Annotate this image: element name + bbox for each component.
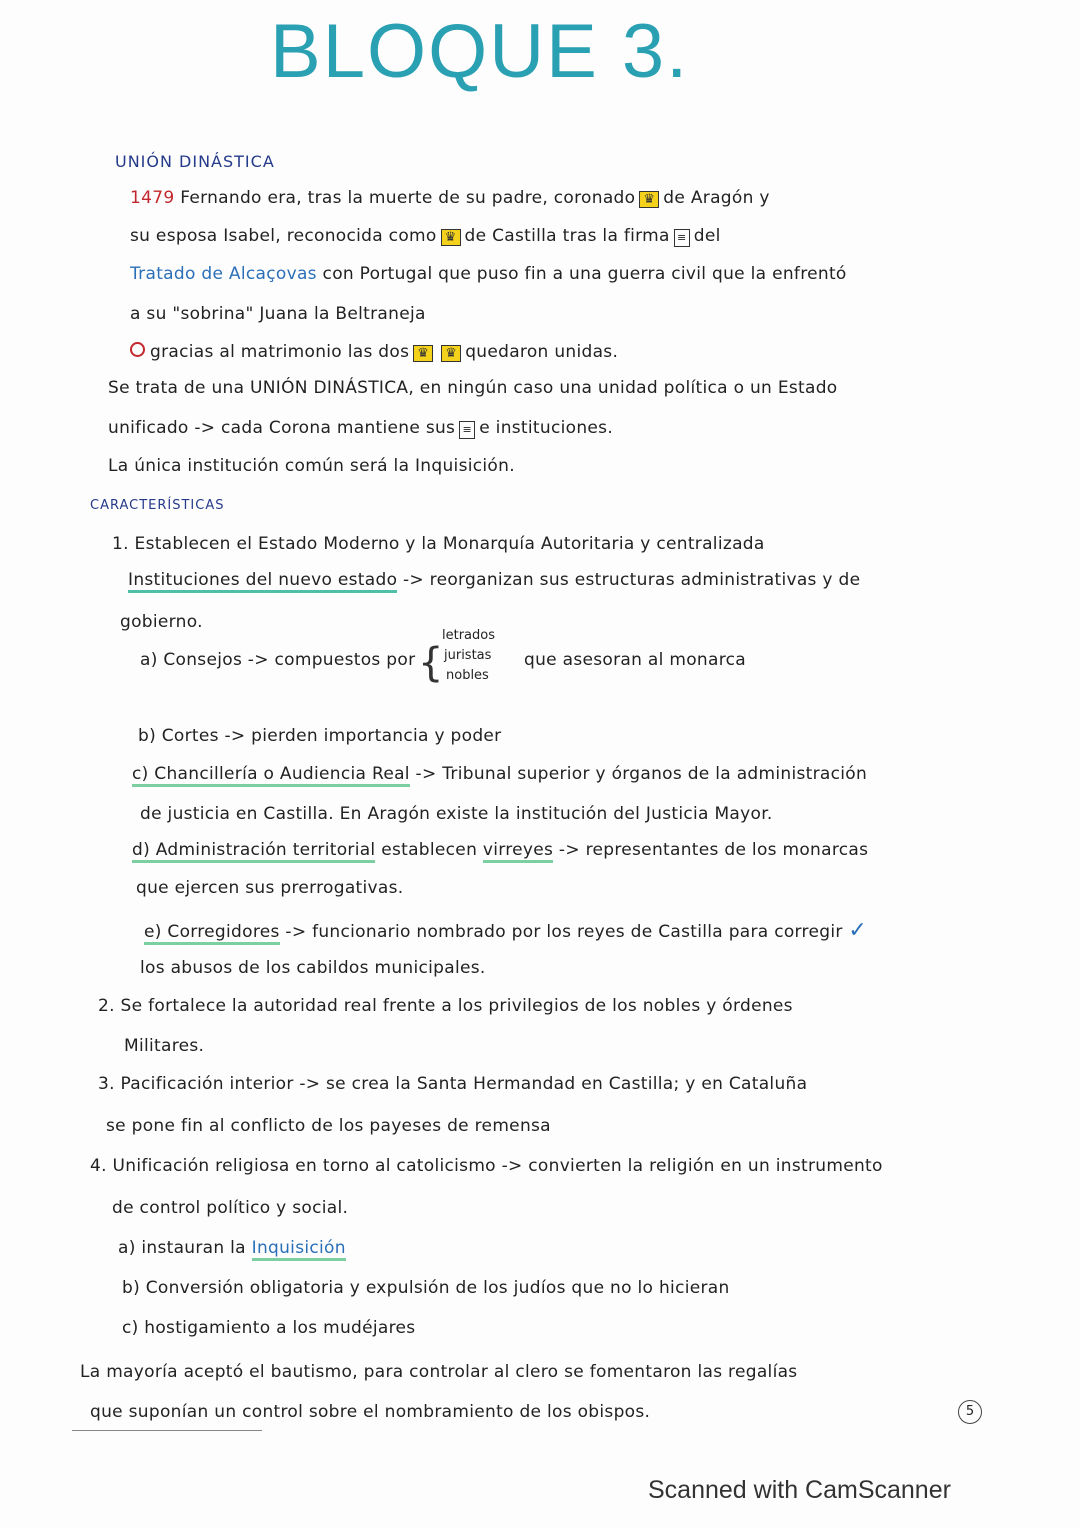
text: -> funcionario nombrado por los reyes de Castilla para corregir <box>285 922 843 942</box>
text-line: b) Cortes -> pierden importancia y poder <box>138 726 502 746</box>
text: -> reorganizan sus estructuras administrativas y de <box>403 570 861 590</box>
crown-icon: ♛ <box>441 345 461 362</box>
text-line: c) hostigamiento a los mudéjares <box>122 1318 416 1338</box>
text: de Aragón y <box>663 188 770 208</box>
text-line: a su "sobrina" Juana la Beltraneja <box>130 304 426 324</box>
text: quedaron unidas. <box>465 342 619 362</box>
brace-icon: { <box>418 640 444 686</box>
text: Instituciones del nuevo estado <box>128 570 397 593</box>
text: e) Corregidores <box>144 922 280 945</box>
text-line: Militares. <box>124 1036 205 1056</box>
text-line: de control político y social. <box>112 1198 349 1218</box>
treaty-name: Tratado de Alcaçovas <box>130 264 317 284</box>
text-line <box>132 764 867 784</box>
option: nobles <box>446 668 489 683</box>
text-line: de justicia en Castilla. En Aragón existe la institución del Justicia Mayor. <box>140 804 773 824</box>
text-line <box>130 226 721 247</box>
text-line <box>132 840 868 860</box>
text: e instituciones. <box>479 418 614 438</box>
page-title: BLOQUE 3. <box>270 9 690 94</box>
heading-caracteristicas: CARACTERÍSTICAS <box>90 498 225 513</box>
text: con Portugal que puso fin a una guerra civil que la enfrentó <box>322 264 847 284</box>
text: gracias al matrimonio las dos <box>150 342 410 362</box>
text-line: 3. Pacificación interior -> se crea la Santa Hermandad en Castilla; y en Cataluña <box>98 1074 808 1094</box>
text-line: Se trata de una UNIÓN DINÁSTICA, en ningún caso una unidad política o un Estado <box>108 378 838 398</box>
text-line <box>130 188 770 208</box>
text-line: La única institución común será la Inquisición. <box>108 456 515 476</box>
text-line: que ejercen sus prerrogativas. <box>136 878 404 898</box>
text: -> representantes de los monarcas <box>558 840 869 860</box>
document-icon: ≡ <box>674 229 690 247</box>
text-line <box>108 418 613 439</box>
crown-icon: ♛ <box>441 229 461 246</box>
text-line <box>144 918 867 943</box>
text-line: 2. Se fortalece la autoridad real frente a los privilegios de los nobles y órdenes <box>98 996 793 1016</box>
text: establecen <box>381 840 478 860</box>
text-line: b) Conversión obligatoria y expulsión de los judíos que no lo hicieran <box>122 1278 730 1298</box>
checkmark-icon: ✓ <box>848 918 868 943</box>
text-line <box>128 570 860 590</box>
text-line: 1. Establecen el Estado Moderno y la Monarquía Autoritaria y centralizada <box>112 534 765 554</box>
text-line: a) Consejos -> compuestos por <box>140 650 416 670</box>
text: de Castilla tras la firma <box>464 226 670 246</box>
text: virreyes <box>483 840 553 863</box>
divider <box>72 1430 262 1431</box>
document-icon: ≡ <box>459 421 475 439</box>
option: letrados <box>442 628 495 643</box>
crown-icon: ♛ <box>639 191 659 208</box>
page-number: 5 <box>958 1400 982 1424</box>
text: Fernando era, tras la muerte de su padre, coronado <box>180 188 636 208</box>
text-line <box>130 264 847 284</box>
heading-union: UNIÓN DINÁSTICA <box>115 152 275 171</box>
text: su esposa Isabel, reconocida como <box>130 226 437 246</box>
year: 1479 <box>130 188 175 208</box>
text: del <box>693 226 721 246</box>
text: unificado -> cada Corona mantiene sus <box>108 418 456 438</box>
text: Inquisición <box>252 1238 346 1261</box>
text-line: 4. Unificación religiosa en torno al catolicismo -> convierten la religión en un instrumento <box>90 1156 883 1176</box>
text-line: se pone fin al conflicto de los payeses de remensa <box>106 1116 551 1136</box>
scanner-watermark: Scanned with CamScanner <box>648 1476 951 1504</box>
text: c) Chancillería o Audiencia Real <box>132 764 410 787</box>
text-line: que asesoran al monarca <box>524 650 746 670</box>
option: juristas <box>444 648 492 663</box>
text-line: los abusos de los cabildos municipales. <box>140 958 486 978</box>
text-line <box>118 1238 346 1258</box>
text-line: que suponían un control sobre el nombramiento de los obispos. <box>90 1402 651 1422</box>
ring-icon <box>130 342 145 357</box>
text: -> Tribunal superior y órganos de la administración <box>415 764 868 784</box>
crown-icon: ♛ <box>413 345 433 362</box>
text-line: La mayoría aceptó el bautismo, para controlar al clero se fomentaron las regalías <box>80 1362 798 1382</box>
text: a) instauran la <box>118 1238 246 1258</box>
text-line <box>130 342 618 362</box>
text-line: gobierno. <box>120 612 203 632</box>
text: d) Administración territorial <box>132 840 375 863</box>
